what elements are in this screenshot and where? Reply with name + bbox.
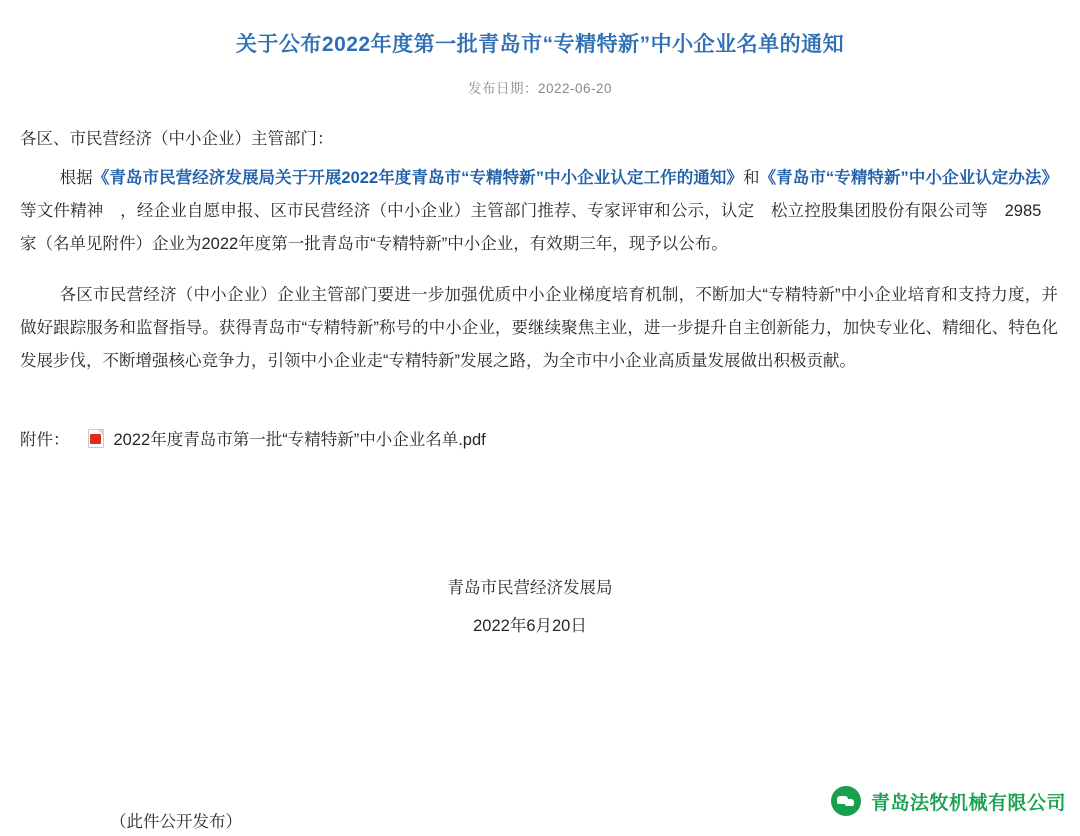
para1-tail: 家（名单见附件）企业为2022年度第一批青岛市“专精特新”中小企业，有效期三年，现予以公布。 [20,202,1059,254]
attachment-label: 附件： [20,431,70,450]
footnote: （此件公开发布） [110,813,242,831]
signature-date: 2022年6月20日 [473,617,587,636]
para1-lead: 根据 [59,169,93,188]
signature-block [0,570,1080,646]
company-logo-icon [831,786,861,816]
paragraph-spacer [20,267,1058,279]
paragraph-1 [20,162,1058,261]
signature-organization: 青岛市民营经济发展局 [447,579,613,598]
watermark [831,786,1066,816]
salutation: 各区、市民营经济（中小企业）主管部门： [20,130,334,149]
watermark-text: 青岛法牧机械有限公司 [870,792,1066,814]
paragraph-2: 各区市民营经济（中小企业）企业主管部门要进一步加强优质中小企业梯度培育机制，不断加大“专精特新”中小企业培育和支持力度，并做好跟踪服务和监督指导。获得青岛市“专精特新”称号的中小企业，要继续聚焦主业，进一步提升自主创新能力，加快专业化、精细化、特色化发展步伐，不断增强核心竞争力，引领中小企业走“专精特新”发展之路，为全市中小企业高质量发展做出积极贡献。 [20,286,1058,371]
document-body [0,123,1080,378]
pdf-file-icon [88,429,104,448]
page-title: 关于公布2022年度第一批青岛市“专精特新”中小企业名单的通知 [235,33,845,56]
para1-company-count: 2985 [1004,202,1042,221]
para1-mid-2: 等文件精神 ，经企业自愿申报、区市民营经济（中小企业）主管部门推荐、专家评审和公示，认定 松立控股集团股份有限公司等 [20,202,1005,221]
para1-mid-1: 和 [743,169,760,188]
attachment-row[interactable] [0,426,1080,450]
para1-quote-2: 《青岛市“专精特新”中小企业认定办法》 [759,169,1058,188]
publish-date: 发布日期：2022-06-20 [467,81,613,97]
para1-quote-1: 《青岛市民营经济发展局关于开展2022年度青岛市“专精特新”中小企业认定工作的通知》 [92,169,744,188]
attachment-filename-link[interactable]: 2022年度青岛市第一批“专精特新”中小企业名单.pdf [113,431,486,450]
